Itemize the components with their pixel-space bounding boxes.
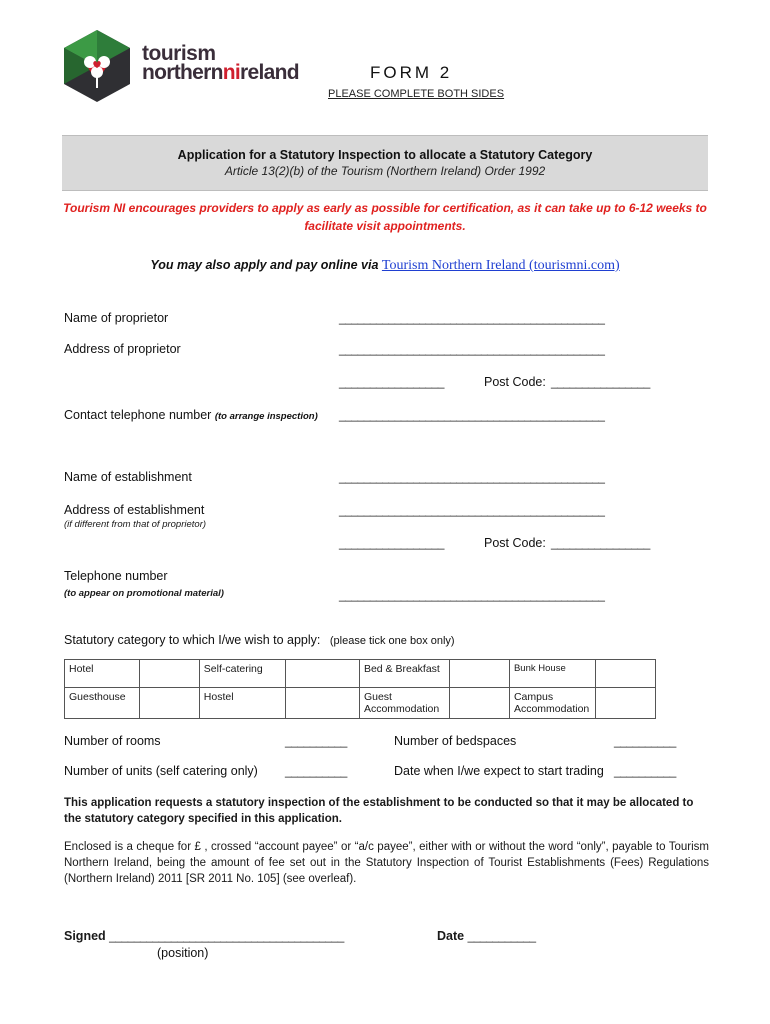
tourism-ni-logo-icon	[62, 28, 132, 104]
category-table	[64, 659, 656, 719]
proprietor-name-label: Name of proprietor	[64, 311, 169, 325]
proprietor-postcode-label: Post Code:	[484, 375, 546, 389]
establishment-name-label: Name of establishment	[64, 470, 192, 484]
establishment-address-field[interactable]: ___________________________________________	[339, 503, 605, 517]
category-campus-box[interactable]	[596, 688, 656, 719]
category-bunkhouse-box[interactable]	[596, 660, 656, 688]
category-question-text: Statutory category to which I/we wish to apply:	[64, 633, 321, 647]
proprietor-address-label: Address of proprietor	[64, 342, 181, 356]
rooms-field[interactable]: __________	[285, 734, 347, 748]
logo-reland: reland	[240, 61, 299, 84]
establishment-address-field-2[interactable]: _________________	[339, 536, 444, 550]
category-hostel-label: Hostel	[199, 688, 285, 719]
logo-wordmark	[142, 44, 299, 82]
inspection-statement: This application requests a statutory inspection of the establishment to be conducted so that it may be allocated to the statutory category specified in this application.	[64, 797, 694, 825]
rooms-label: Number of rooms	[64, 734, 161, 748]
category-hotel-label: Hotel	[65, 660, 140, 688]
establishment-postcode-label: Post Code:	[484, 536, 546, 550]
logo-ni: ni	[222, 61, 240, 84]
position-label: (position)	[157, 946, 209, 960]
form-title: FORM 2	[370, 63, 453, 82]
units-field[interactable]: __________	[285, 764, 347, 778]
contact-phone-field[interactable]: ___________________________________________	[339, 408, 605, 422]
establishment-postcode-field[interactable]: ________________	[551, 536, 650, 550]
contact-phone-text: Contact telephone number	[64, 408, 212, 422]
establishment-address-label: Address of establishment	[64, 503, 205, 517]
form-subtitle: PLEASE COMPLETE BOTH SIDES	[328, 88, 505, 100]
signed-block	[64, 929, 344, 943]
category-selfcatering-box[interactable]	[285, 660, 359, 688]
logo-northern: northern	[142, 61, 223, 84]
enclosure-paragraph: Enclosed is a cheque for £ , crossed “account payee” or “a/c payee”, either with or without the word “only”, payable to Tourism Northern Ireland, being the amount of fee set out in the Statutory Inspection of Tourist Establishments (Fees) Regulations (Northern Ireland) 2011 [SR 2011 No. 105] (see overleaf).	[64, 841, 709, 885]
proprietor-name-field[interactable]: ___________________________________________	[339, 311, 605, 325]
start-date-label: Date when I/we expect to start trading	[394, 764, 604, 778]
online-prefix: You may also apply and pay online via	[150, 258, 379, 272]
proprietor-postcode-field[interactable]: ________________	[551, 375, 650, 389]
signed-label: Signed	[64, 929, 106, 943]
banner-title: Application for a Statutory Inspection to allocate a Statutory Category	[177, 148, 593, 162]
date-label: Date	[437, 929, 465, 943]
application-banner	[62, 135, 708, 191]
category-bnb-label: Bed & Breakfast	[359, 660, 449, 688]
proprietor-address-field-2[interactable]: _________________	[339, 375, 444, 389]
establishment-address-note: (if different from that of proprietor)	[64, 519, 207, 530]
start-date-field[interactable]: __________	[614, 764, 676, 778]
units-label: Number of units (self catering only)	[64, 764, 258, 778]
category-campus-label: Campus Accommodation	[509, 688, 595, 719]
logo-line-1: tourism	[142, 42, 216, 65]
early-application-notice: Tourism NI encourages providers to apply as early as possible for certification, as it can take up to 6-12 weeks to facilitate visit appointments.	[63, 201, 707, 233]
category-hostel-box[interactable]	[285, 688, 359, 719]
contact-phone-note: (to arrange inspection)	[214, 411, 318, 422]
telephone-note: (to appear on promotional material)	[64, 588, 224, 599]
banner-subtitle: Article 13(2)(b) of the Tourism (Northern Ireland) Order 1992	[224, 164, 546, 178]
category-guesthouse-box[interactable]	[140, 688, 200, 719]
category-hint: (please tick one box only)	[329, 635, 455, 647]
tourismni-link[interactable]: Tourism Northern Ireland (tourismni.com)	[381, 258, 620, 273]
category-question	[64, 633, 455, 647]
contact-phone-label	[64, 408, 318, 422]
category-guestaccommodation-label: Guest Accommodation	[359, 688, 449, 719]
category-bnb-box[interactable]	[450, 660, 510, 688]
telephone-label: Telephone number	[64, 569, 168, 583]
category-guesthouse-label: Guesthouse	[65, 688, 140, 719]
logo-line-2	[142, 63, 299, 82]
category-guestaccommodation-box[interactable]	[450, 688, 510, 719]
signed-field[interactable]: ______________________________________	[109, 929, 344, 943]
category-selfcatering-label: Self-catering	[199, 660, 285, 688]
telephone-field[interactable]: ___________________________________________	[339, 588, 605, 602]
date-field[interactable]: ___________	[467, 929, 536, 943]
category-bunkhouse-label: Bunk House	[509, 660, 595, 688]
category-hotel-box[interactable]	[140, 660, 200, 688]
date-block	[437, 929, 536, 943]
bedspaces-label: Number of bedspaces	[394, 734, 517, 748]
online-apply-line	[62, 258, 708, 274]
establishment-name-field[interactable]: ___________________________________________	[339, 470, 605, 484]
proprietor-address-field[interactable]: ___________________________________________	[339, 342, 605, 356]
bedspaces-field[interactable]: __________	[614, 734, 676, 748]
